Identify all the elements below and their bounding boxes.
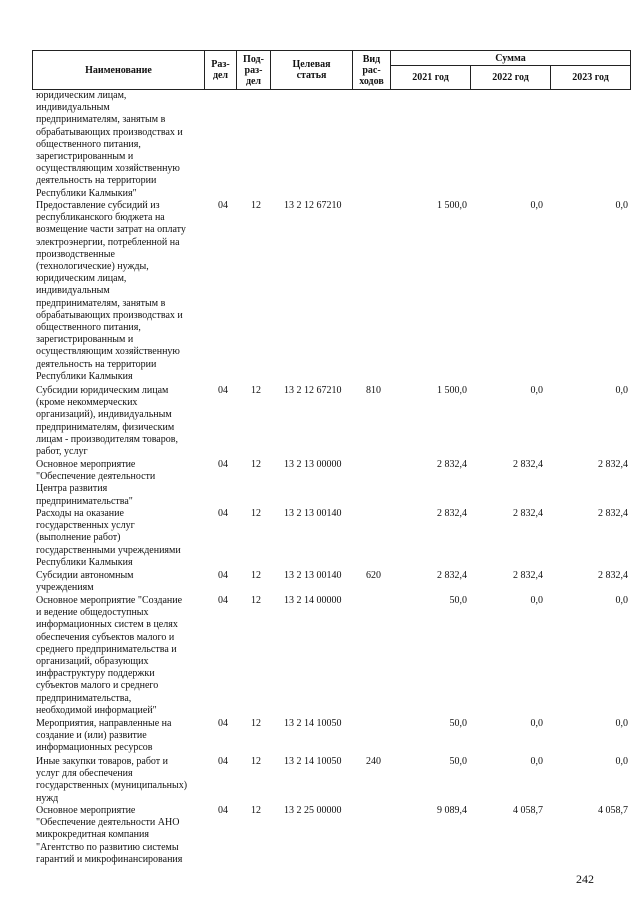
header-year-2022: 2022 год	[471, 66, 551, 90]
table-header	[32, 50, 631, 90]
row-podrazdel: 12	[251, 570, 261, 581]
row-name: Субсидии юридическим лицам (кроме некоммерческих организаций), индивидуальным предпринимателям, физическим лицам - производителям товаров, работ, услуг	[36, 385, 178, 458]
row-podrazdel: 12	[251, 718, 261, 729]
row-sum-2022: 4 058,7	[513, 805, 543, 816]
row-sum-2023: 0,0	[615, 595, 628, 606]
page-number: 242	[576, 872, 594, 886]
row-podrazdel: 12	[251, 595, 261, 606]
header-target: Целевая статья	[271, 51, 353, 90]
row-sum-2023: 0,0	[615, 385, 628, 396]
row-target: 13 2 25 00000	[284, 805, 342, 816]
row-name: Основное мероприятие "Обеспечение деятельности АНО микрокредитная компания "Агентство по развитию системы гарантий и микрофинансирования	[36, 805, 183, 865]
row-sum-2021: 2 832,4	[437, 459, 467, 470]
row-razdel: 04	[218, 756, 228, 767]
row-name: Расходы на оказание государственных услуг (выполнение работ) государственными учреждениями Республики Калмыкия	[36, 508, 181, 568]
row-sum-2021: 2 832,4	[437, 508, 467, 519]
row-target: 13 2 13 00000	[284, 459, 342, 470]
header-vid: Вид рас- ходов	[353, 51, 391, 90]
row-razdel: 04	[218, 718, 228, 729]
row-sum-2023: 2 832,4	[598, 570, 628, 581]
row-vid: 810	[366, 385, 381, 396]
row-sum-2022: 2 832,4	[513, 570, 543, 581]
row-sum-2021: 1 500,0	[437, 200, 467, 211]
row-target: 13 2 14 00000	[284, 595, 342, 606]
row-sum-2023: 2 832,4	[598, 508, 628, 519]
header-name: Наименование	[33, 51, 205, 90]
row-razdel: 04	[218, 459, 228, 470]
row-name: Мероприятия, направленные на создание и (или) развитие информационных ресурсов	[36, 718, 172, 754]
row-sum-2021: 1 500,0	[437, 385, 467, 396]
row-sum-2022: 0,0	[530, 200, 543, 211]
header-year-2023: 2023 год	[551, 66, 631, 90]
row-razdel: 04	[218, 200, 228, 211]
row-podrazdel: 12	[251, 756, 261, 767]
row-podrazdel: 12	[251, 508, 261, 519]
row-vid: 240	[366, 756, 381, 767]
row-sum-2021: 50,0	[449, 718, 467, 729]
row-razdel: 04	[218, 570, 228, 581]
row-name: Предоставление субсидий из республиканского бюджета на возмещение части затрат на оплату электроэнергии, потребленной на производственные (технологические) нужды, юридическим лицам, индивидуальным предпринимателям, занятым в обрабатывающих производствах и общественного питания, зарегистрированным и осуществляющим хозяйственную деятельность на территории Республики Калмыкия	[36, 200, 186, 382]
row-sum-2021: 9 089,4	[437, 805, 467, 816]
header-year-2021: 2021 год	[391, 66, 471, 90]
row-sum-2023: 0,0	[615, 718, 628, 729]
row-sum-2022: 0,0	[530, 385, 543, 396]
row-name: Основное мероприятие "Обеспечение деятельности Центра развития предпринимательства"	[36, 459, 156, 507]
row-sum-2022: 2 832,4	[513, 459, 543, 470]
row-sum-2023: 0,0	[615, 200, 628, 211]
row-podrazdel: 12	[251, 200, 261, 211]
row-razdel: 04	[218, 385, 228, 396]
row-podrazdel: 12	[251, 805, 261, 816]
row-razdel: 04	[218, 595, 228, 606]
row-name: Иные закупки товаров, работ и услуг для обеспечения государственных (муниципальных) нужд	[36, 756, 188, 804]
row-target: 13 2 14 10050	[284, 718, 342, 729]
row-target: 13 2 12 67210	[284, 200, 342, 211]
row-sum-2021: 50,0	[449, 595, 467, 606]
row-target: 13 2 13 00140	[284, 508, 342, 519]
row-sum-2023: 2 832,4	[598, 459, 628, 470]
row-sum-2021: 2 832,4	[437, 570, 467, 581]
row-sum-2022: 0,0	[530, 718, 543, 729]
header-sum: Сумма	[391, 51, 631, 66]
row-sum-2023: 0,0	[615, 756, 628, 767]
row-target: 13 2 12 67210	[284, 385, 342, 396]
row-razdel: 04	[218, 508, 228, 519]
row-sum-2022: 0,0	[530, 595, 543, 606]
row-podrazdel: 12	[251, 385, 261, 396]
row-name: Основное мероприятие "Создание и ведение общедоступных информационных систем в целях обеспечения субъектов малого и среднего предпринимательства и организаций, образующих инфраструктуру поддержки субъектов малого и среднего предпринимательства, необходимой информацией"	[36, 595, 183, 716]
row-razdel: 04	[218, 805, 228, 816]
row-target: 13 2 13 00140	[284, 570, 342, 581]
row-sum-2023: 4 058,7	[598, 805, 628, 816]
row-sum-2022: 2 832,4	[513, 508, 543, 519]
row-podrazdel: 12	[251, 459, 261, 470]
row-name: юридическим лицам, индивидуальным предпринимателям, занятым в обрабатывающих производствах и общественного питания, зарегистрированным и осуществляющим хозяйственную деятельность на территории Республики Калмыкия"	[36, 90, 183, 199]
row-sum-2021: 50,0	[449, 756, 467, 767]
row-vid: 620	[366, 570, 381, 581]
row-sum-2022: 0,0	[530, 756, 543, 767]
row-name: Субсидии автономным учреждениям	[36, 570, 134, 594]
header-razdel: Раз- дел	[205, 51, 237, 90]
header-podrazdel: Под- раз- дел	[237, 51, 271, 90]
row-target: 13 2 14 10050	[284, 756, 342, 767]
